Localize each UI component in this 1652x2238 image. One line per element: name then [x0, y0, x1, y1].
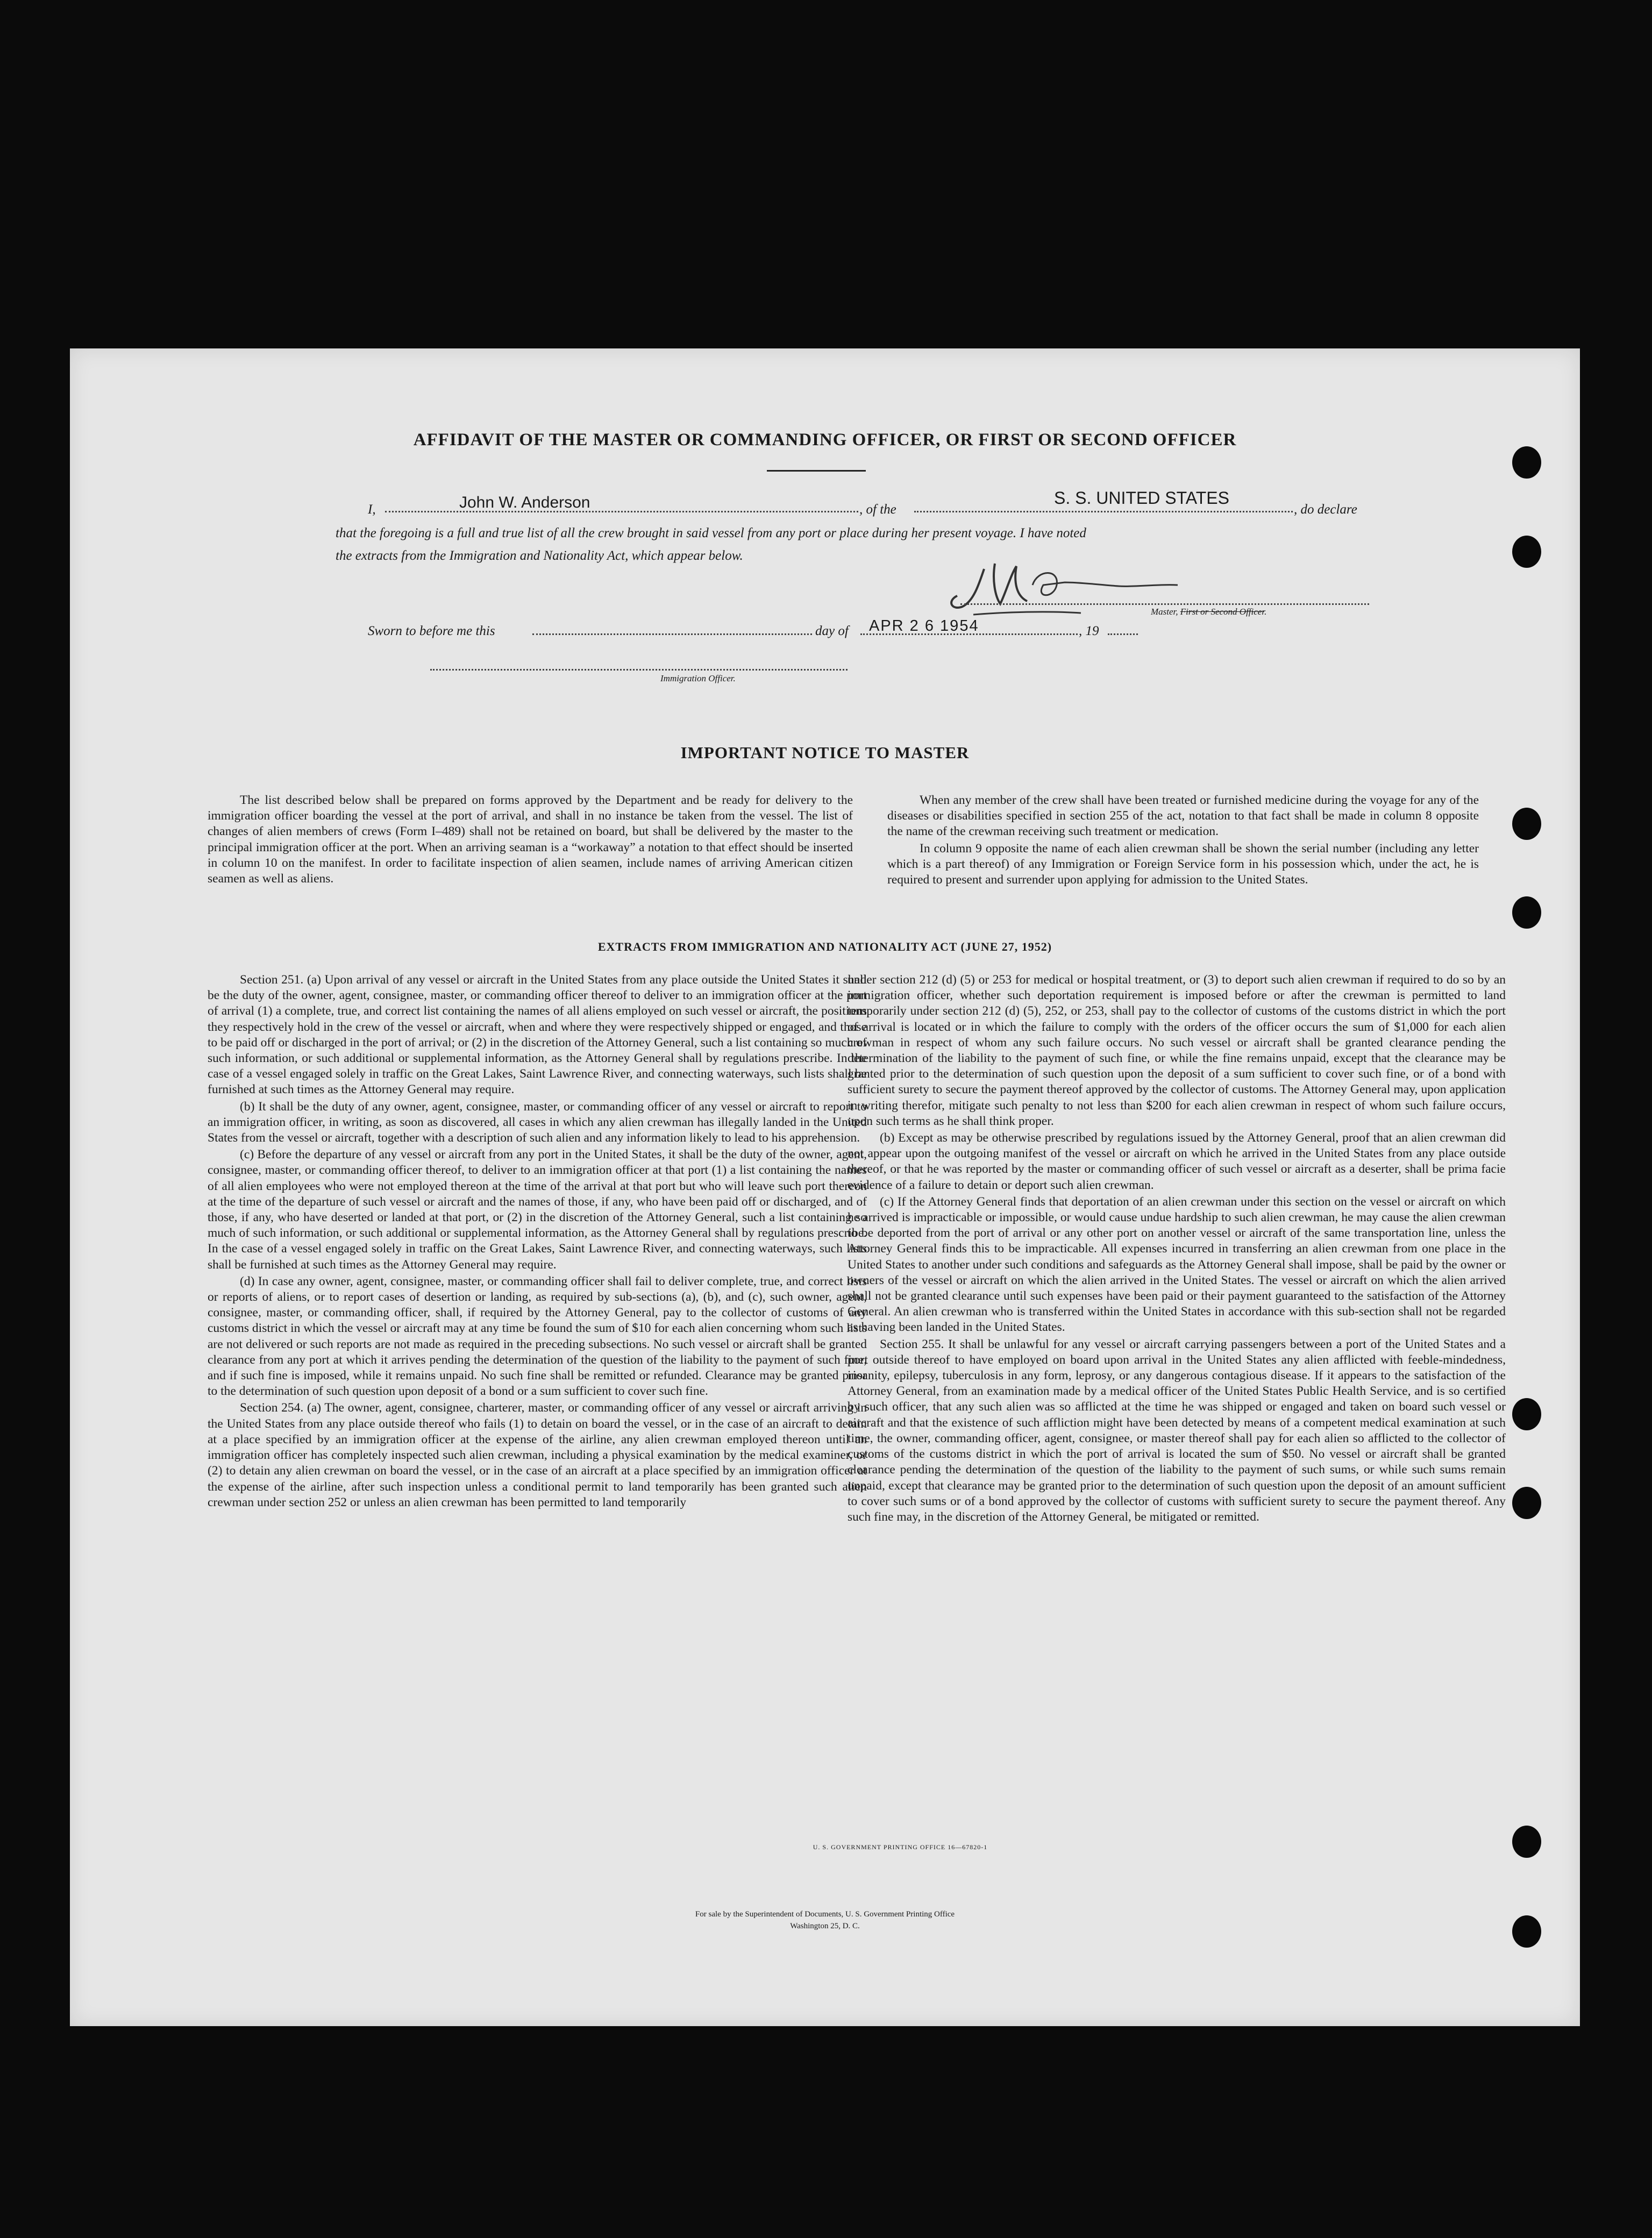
binder-hole — [1512, 536, 1541, 568]
notice-title: IMPORTANT NOTICE TO MASTER — [680, 743, 970, 762]
binder-hole — [1512, 1487, 1541, 1519]
binder-hole — [1512, 1398, 1541, 1430]
master-caption-struck: First or Second Officer — [1180, 607, 1265, 617]
master-caption — [1151, 607, 1266, 617]
stamp-date: APR 2 6 1954 — [869, 617, 979, 635]
section-254c: (c) If the Attorney General finds that deportation of an alien crewman under this section on the vessel or aircraft on which he arrived is impracticable or impossible, or would cause undue hardship to such alien crewman, he may cause the alien crewman to be deported from the port of arrival or any other port on another vessel or aircraft of the same transportation line, unless the Attorney General finds this to be impracticable. All expenses incurred in transferring an alien crewman from one place in the United States to another under such conditions and safeguards as the Attorney General shall impose, shall be paid by the owner or owners of the vessel or aircraft on which the alien arrived in the United States. The vessel or aircraft on which the alien arrived shall not be granted clearance until such expenses have been paid or their payment guaranteed to the satisfaction of the Attorney General. An alien crewman who is transferred within the United States in accordance with this sub-section shall not be regarded as having been landed in the United States. — [848, 1194, 1506, 1335]
section-251c: (c) Before the departure of any vessel or aircraft from any port in the United States, it shall be the duty of the owner, agent, consignee, master, or commanding officer thereof, to deliver to an immigration officer at that port (1) a list containing the names of all alien employees who were not employed thereon at the time of the arrival at that port but who will leave such port thereon at the time of the departure of such vessel or aircraft and the names of those, if any, who have been paid off or discharged, and of those, if any, who have deserted or landed at that port, or (2) in the discretion of the Attorney General, such a list containing so much of such information, or such additional or supplemental information, as the Attorney General shall by regulations prescribe. In the case of a vessel engaged solely in traffic on the Great Lakes, Saint Lawrence River, and connecting waterways, such lists shall be furnished at such times as the Attorney General may require. — [208, 1147, 867, 1272]
do-declare-label: , do declare — [1294, 502, 1357, 517]
form-page — [70, 348, 1580, 2026]
section-251d: (d) In case any owner, agent, consignee, master, or commanding officer shall fail to deliver complete, true, and correct lists or reports of aliens, or to report cases of desertion or landing, as required by sub-sections (a), (b), and (c), such owner, agent, consignee, master, or commanding officer, shall, if required by the Attorney General, pay to the collector of customs of any customs district in which the vessel or aircraft may at any time be found the sum of $10 for each alien concerning whom such lists are not delivered or such reports are not made as required in the preceding subsections. No such vessel or aircraft shall be granted clearance from any port at which it arrives pending the determination of the question of the liability to the payment of such fine, and if such fine is imposed, while it remains unpaid. No such fine shall be remitted or refunded. Clearance may be granted prior to the determination of such question upon deposit of a bond or a sum sufficient to cover such fine. — [208, 1274, 867, 1399]
notice-right-paragraph: When any member of the crew shall have been treated or furnished medicine during the voyage for any of the diseases or disabilities specified in section 255 of the act, notation to that fact shall be made in column 8 opposite the name of the crewman receiving such treatment or medication. — [887, 793, 1479, 839]
master-caption-prefix: Master, — [1151, 607, 1180, 617]
immigration-officer-line — [430, 669, 848, 671]
of-the-label: , of the — [859, 502, 896, 517]
title-rule — [767, 470, 866, 472]
sworn-label: Sworn to before me this — [368, 624, 495, 638]
section-254b: (b) Except as may be otherwise prescribed by regulations issued by the Attorney General, proof that an alien crewman did not appear upon the outgoing manifest of the vessel or aircraft on which he arrived in the United States from any place outside thereof, or that he was reported by the master or commanding officer of such vessel or aircraft as a deserter, shall be prima facie evidence of a failure to detain or deport such alien crewman. — [848, 1131, 1506, 1192]
vessel-name: S. S. UNITED STATES — [1054, 488, 1229, 508]
section-251a: Section 251. (a) Upon arrival of any vessel or aircraft in the United States from any place outside the United States it shall be the duty of the owner, agent, consignee, master, or commanding officer thereof to deliver to an immigration officer at the port of arrival (1) a complete, true, and correct list containing the names of all aliens employed on such vessel or aircraft, the positions they respectively hold in the crew of the vessel or aircraft, when and where they were respectively shipped or engaged, and those to be paid off or discharged in the port of arrival; or (2) in the discretion of the Attorney General, such a list containing so much of such information, or such additional or supplemental information, as the Attorney General shall by regulations prescribe. In the case of a vessel engaged solely in traffic on the Great Lakes, Saint Lawrence River, and connecting waterways, such lists shall be furnished at such times as the Attorney General may require. — [208, 973, 867, 1097]
extracts-right-column — [848, 972, 1506, 1526]
binder-hole — [1512, 446, 1541, 479]
binder-hole — [1512, 1826, 1541, 1858]
signature-line — [960, 603, 1369, 605]
notice-right-paragraph: In column 9 opposite the name of each alien crewman shall be shown the serial number (including any letter which is a part thereof) of any Immigration or Foreign Service form in his possession which, under the act, he is required to present and surrender upon applying for admission to the United States. — [887, 841, 1479, 887]
notice-left-column — [208, 793, 853, 888]
sworn-day-line — [532, 633, 812, 635]
section-255: Section 255. It shall be unlawful for any vessel or aircraft carrying passengers between a port of the United States and a port outside thereof to have employed on board upon arrival in the United States any alien afflicted with feeble-mindedness, insanity, epilepsy, tuberculosis in any form, leprosy, or any dangerous contagious disease. If it appears to the satisfaction of the Attorney General, from an examination made by a medical officer of the United States Public Health Service, and is so certified by such officer, that any such alien was so afflicted at the time he was shipped or engaged and taken on board such vessel or aircraft and that the existence of such affliction might have been detected by means of a competent medical examination at such time, the owner, commanding officer, agent, consignee, or master thereof shall pay for each alien so afflicted to the collector of customs of the customs district in which the port of arrival is located the sum of $50. No vessel or aircraft shall be granted clearance pending the determination of the question of the liability to the payment of such sums, or while such sums remain unpaid, except that clearance may be granted prior to the determination of such question upon the deposit of an amount sufficient to cover such sums or of a bond approved by the collector of customs with sufficient surety to secure the payment thereof. Any such fine may, in the discretion of the Attorney General, be mitigated or remitted. — [848, 1337, 1506, 1524]
notice-left-paragraph: The list described below shall be prepared on forms approved by the Department and be ready for delivery to the immigration officer boarding the vessel at the port of arrival, and shall in no instance be taken from the vessel. The list of changes of alien members of crews (Form I–489) shall not be retained on board, but shall be delivered by the master to the principal immigration officer at the port. When an arriving seaman is a “workaway” a notation to that effect should be inserted in column 10 on the manifest. In order to facilitate inspection of alien seamen, include names of arriving American citizen seamen as well as aliens. — [208, 793, 853, 886]
affidavit-title: AFFIDAVIT OF THE MASTER OR COMMANDING OFFICER, OR FIRST OR SECOND OFFICER — [413, 430, 1237, 450]
extracts-title: EXTRACTS FROM IMMIGRATION AND NATIONALITY ACT (JUNE 27, 1952) — [597, 940, 1052, 953]
name-line — [385, 511, 858, 512]
year-label: , 19 — [1079, 624, 1099, 638]
section-254a: Section 254. (a) The owner, agent, consignee, charterer, master, or commanding officer of any vessel or aircraft arriving in the United States from any place outside thereof who fails (1) to detain on board the vessel, or in the case of an aircraft to detain at a place specified by an immigration officer at the expense of the airline, any alien crewman employed thereon until an immigration officer has completely inspected such alien crewman, including a physical examination by the medical examiner, or (2) to detain any alien crewman on board the vessel, or in the case of an aircraft at a place specified by an immigration officer at the expense of the airline, after such inspection unless a conditional permit to land temporarily has been granted such alien crewman under section 252 or unless an alien crewman has been permitted to land temporarily — [208, 1401, 867, 1509]
vessel-line — [914, 511, 1293, 512]
i-label: I, — [368, 502, 376, 517]
sale-line-1: For sale by the Superintendent of Documents, U. S. Government Printing Office — [695, 1910, 955, 1919]
extracts-left-column — [208, 972, 867, 1512]
section-254a-continued: under section 212 (d) (5) or 253 for medical or hospital treatment, or (3) to deport such alien crewman if required to do so by an immigration officer, whether such deportation requirement is imposed before or after the crewman is permitted to land temporarily under section 212 (d) (5), 252, or 253, shall pay to the collector of customs of the customs district in which the port of arrival is located or in which the failure to comply with the orders of the officer occurs the sum of $1,000 for each alien crewman in respect of whom any such failure occurs. No such vessel or aircraft shall be granted clearance pending the determination of the liability to the payment of such fine, or while the fine remains unpaid, except that the clearance may be granted prior to the determination of such question upon the deposit of a sum sufficient to cover such fine, or of a bond with sufficient surety to secure the payment thereof approved by the collector of customs. The Attorney General may, upon application in writing therefor, mitigate such penalty to not less than $200 for each alien crewman in respect of whom such failure occurs, upon such terms as he shall think proper. — [848, 973, 1506, 1128]
declaration-line-3: the extracts from the Immigration and Nationality Act, which appear below. — [336, 548, 743, 563]
sale-line-2: Washington 25, D. C. — [790, 1922, 860, 1930]
immigration-officer-caption: Immigration Officer. — [660, 673, 736, 683]
master-caption-suffix: . — [1264, 607, 1267, 617]
binder-hole — [1512, 896, 1541, 929]
day-of-label: day of — [815, 624, 849, 638]
master-name: John W. Anderson — [459, 494, 590, 511]
year-line — [1108, 633, 1138, 635]
section-251b: (b) It shall be the duty of any owner, agent, consignee, master, or commanding officer of any vessel or aircraft to report to an immigration officer, in writing, as soon as discovered, all cases in which any alien crewman has illegally landed in the United States from the vessel or aircraft, together with a description of such alien and any information likely to lead to his apprehension. — [208, 1099, 867, 1145]
binder-hole — [1512, 1915, 1541, 1948]
binder-hole — [1512, 808, 1541, 840]
gpo-line: U. S. GOVERNMENT PRINTING OFFICE 16—67820-1 — [813, 1843, 988, 1851]
declaration-line-2: that the foregoing is a full and true list of all the crew brought in said vessel from any port or place during her present voyage. I have noted — [336, 526, 1086, 540]
notice-right-column — [887, 793, 1479, 889]
